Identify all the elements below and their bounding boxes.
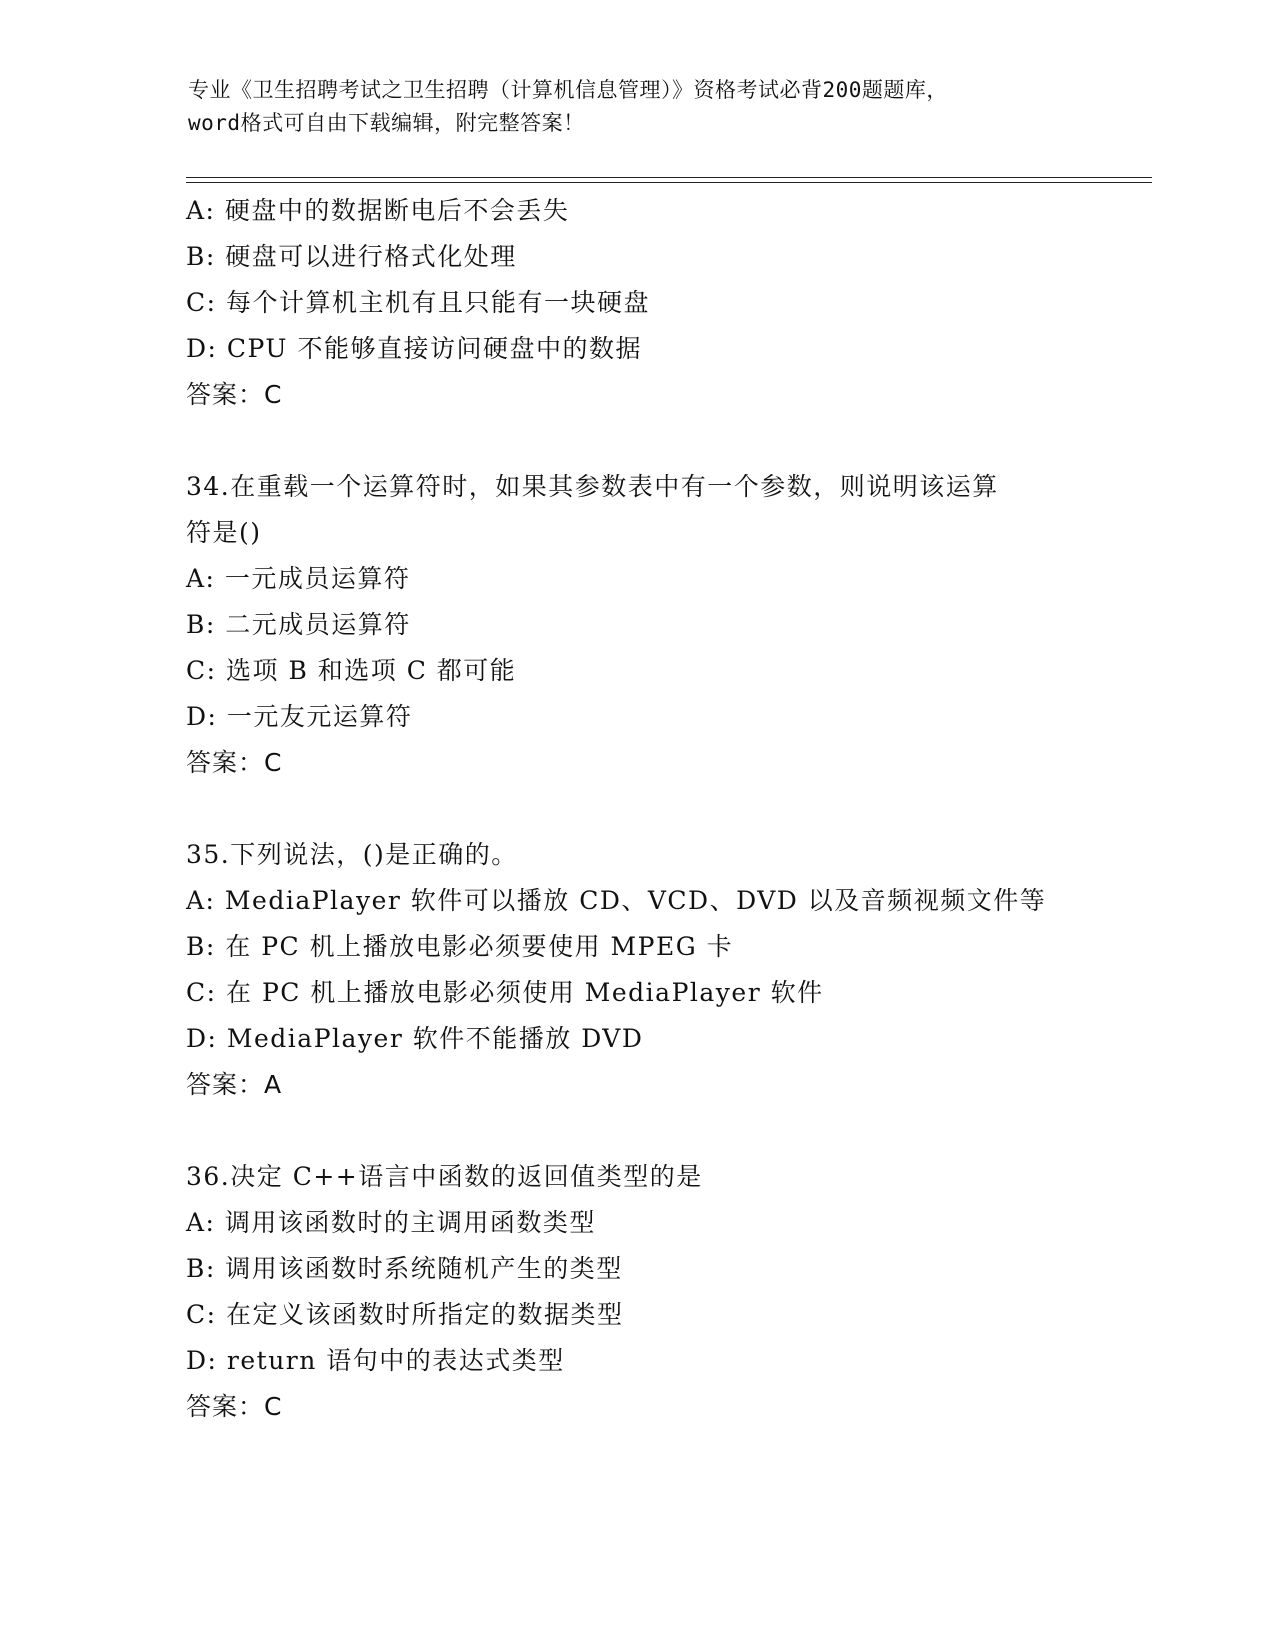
option-c: C: 在 PC 机上播放电影必须使用 MediaPlayer 软件 <box>186 978 824 1007</box>
option-b: B: 二元成员运算符 <box>186 610 411 639</box>
answer: 答案：C <box>186 748 283 777</box>
option-a: A: 一元成员运算符 <box>186 564 411 593</box>
header-divider-top <box>186 177 1152 178</box>
option-c: C: 每个计算机主机有且只能有一块硬盘 <box>186 288 650 317</box>
option-a: A: 硬盘中的数据断电后不会丢失 <box>186 196 570 225</box>
option-d: D: CPU 不能够直接访问硬盘中的数据 <box>186 334 642 363</box>
document-header <box>188 74 1088 140</box>
option-b: B: 调用该函数时系统随机产生的类型 <box>186 1254 623 1283</box>
question-36 <box>186 1154 1146 1430</box>
option-b: B: 在 PC 机上播放电影必须要使用 MPEG 卡 <box>186 932 734 961</box>
answer: 答案：A <box>186 1070 283 1099</box>
option-d: D: return 语句中的表达式类型 <box>186 1346 565 1375</box>
option-d: D: MediaPlayer 软件不能播放 DVD <box>186 1024 644 1053</box>
question-list <box>186 188 1146 1430</box>
question-33 <box>186 188 1146 418</box>
option-a: A: MediaPlayer 软件可以播放 CD、VCD、DVD 以及音频视频文件等 <box>186 886 1047 915</box>
option-c: C: 在定义该函数时所指定的数据类型 <box>186 1300 624 1329</box>
question-text: 34.在重载一个运算符时，如果其参数表中有一个参数，则说明该运算 <box>186 472 999 501</box>
question-text: 36.决定 C++语言中函数的返回值类型的是 <box>186 1162 703 1191</box>
header-line-1: 专业《卫生招聘考试之卫生招聘（计算机信息管理）》资格考试必背200题题库， <box>188 78 948 102</box>
answer: 答案：C <box>186 1392 283 1421</box>
header-line-2: word格式可自由下载编辑，附完整答案！ <box>188 111 585 135</box>
question-text-cont: 符是() <box>186 518 262 547</box>
question-34 <box>186 464 1146 786</box>
option-b: B: 硬盘可以进行格式化处理 <box>186 242 517 271</box>
header-divider-bottom <box>186 182 1152 183</box>
option-a: A: 调用该函数时的主调用函数类型 <box>186 1208 596 1237</box>
option-d: D: 一元友元运算符 <box>186 702 413 731</box>
answer: 答案：C <box>186 380 283 409</box>
question-text: 35.下列说法，()是正确的。 <box>186 840 518 869</box>
question-35 <box>186 832 1146 1108</box>
option-c: C: 选项 B 和选项 C 都可能 <box>186 656 517 685</box>
